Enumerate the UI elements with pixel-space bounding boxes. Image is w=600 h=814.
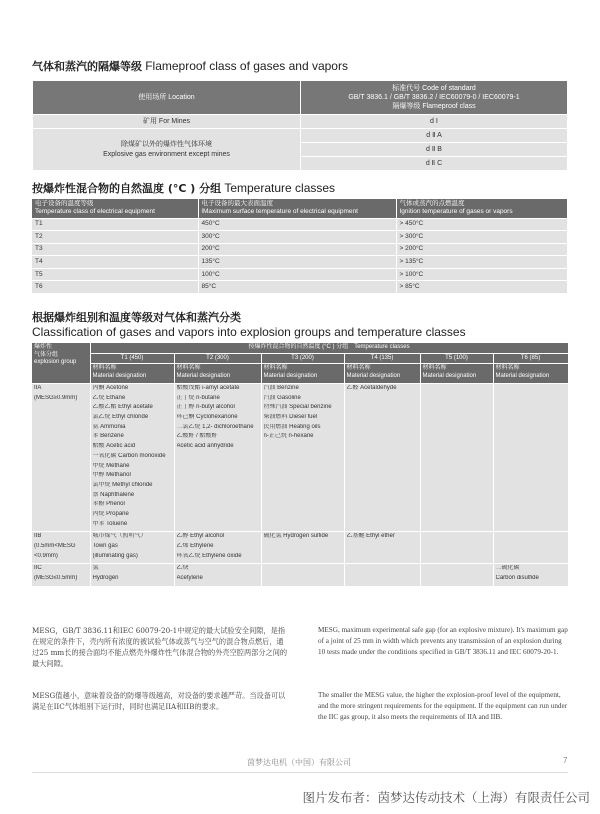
material-item: 乙基醚 Ethyl ether xyxy=(346,533,395,540)
section1-title xyxy=(32,58,348,74)
material-header-row xyxy=(32,364,568,384)
material-item: 正丁烷 n-butane xyxy=(176,394,220,401)
class-iic: d Ⅱ C xyxy=(301,157,568,171)
note-en-2: The smaller the MESG value, the higher the explosion-proof level of the equipment, and the more stringent requirements for the equipment. If the equipment can run under the IIC gas group, it also meets the requirements of IIA and IIB. xyxy=(318,691,568,722)
col-t4: T4 (135) xyxy=(344,353,420,364)
group-label: IIC (MESG≤0.5mm) xyxy=(32,564,90,586)
material-item: 民用燃油 Heating oils xyxy=(263,423,321,430)
explosion-group-header: 爆炸性 气体分组 explosion group xyxy=(32,343,90,384)
material-item: 乙烯 Ethylene xyxy=(176,543,214,549)
material-item: n-正己烷 n-hexane xyxy=(263,433,314,440)
class-iia: d Ⅱ A xyxy=(301,129,568,143)
publisher-credit: 图片发布者：茵梦达传动技术（上海）有限责任公司 xyxy=(302,790,590,805)
class-iib: d Ⅱ B xyxy=(301,143,568,157)
material-item: 甲醇 Methanol xyxy=(92,472,131,479)
standard-header: 标准代号 Code of standard GB/T 3836.1 / GB/T 3836.2 / IEC60079-0 / IEC60079-1 隔爆等级 Flameproof class xyxy=(301,81,568,115)
material-cell xyxy=(90,564,174,586)
material-item: Town gas xyxy=(92,543,118,549)
material-item: 甲烷 Methane xyxy=(92,462,130,469)
group-row-iia xyxy=(32,384,568,532)
max-surface-temp-header: 电子设备的最大表面温度 lMaximum surface temperature of electrical equipment xyxy=(198,199,396,218)
temperature-classes-header: 按爆炸性混合物的自然温度 (°C ) 分组 Temperature classes xyxy=(90,343,568,353)
material-cell xyxy=(493,532,568,564)
material-item: 氯甲烷 Methyl chloride xyxy=(92,481,153,488)
material-item: 柴油燃料 Diesel fuel xyxy=(263,414,318,421)
material-designation-header: 材料名称 Material designation xyxy=(493,364,568,384)
explosive-env-label: 除煤矿以外的爆炸性气体环境 Explosive gas environment except mines xyxy=(33,129,301,171)
note-en-1: MESG, maximum experimental safe gap (for an explosive mixture). It's maximum gap of a joint of 25 mm in width which prevents any transmission of an explosion during 10 tests made under the conditions specified in GB/T 3836.11 and IEC 60079-20-1. xyxy=(318,626,568,657)
material-cell xyxy=(174,532,261,564)
material-item: 乙烷 Ethane xyxy=(92,394,126,401)
temperature-class-table xyxy=(32,199,568,294)
material-item: 醋酸 Acetic acid xyxy=(92,443,136,450)
flameproof-class-table xyxy=(32,80,568,171)
material-cell xyxy=(174,564,261,586)
material-item: 氯乙烷 Ethyl chloride xyxy=(92,414,149,421)
section2-title-en: Temperature classes xyxy=(224,181,336,195)
material-item: 二硫化碳 xyxy=(495,565,520,572)
material-cell xyxy=(344,384,420,532)
material-item: 氢 xyxy=(92,565,99,572)
classification-table xyxy=(32,343,569,587)
table-row: T6 85°C > 85°C xyxy=(32,281,568,294)
col-t6: T6 (85) xyxy=(493,353,568,364)
material-item: 汽油 Gasoline xyxy=(263,394,301,401)
material-cell xyxy=(344,532,420,564)
material-item: Acetylene xyxy=(176,575,203,582)
col-t1: T1 (450) xyxy=(90,353,174,364)
material-item: 乙醛 Acetaldehyde xyxy=(346,385,397,391)
material-item: 二氯乙烷 1,2- dichloroethane xyxy=(176,423,254,430)
section3-title-zh: 根据爆炸组别和温度等级对气体和蒸汽分类 xyxy=(32,311,241,324)
material-designation-header: 材料名称 Material designation xyxy=(174,364,261,384)
material-item: 硫化氢 Hydrogen sulfide xyxy=(263,533,329,540)
material-item: 醋酸戊酯 i-amyl acetate xyxy=(176,385,240,391)
material-item: 城市煤气（照明气） xyxy=(92,533,147,540)
material-cell xyxy=(261,532,344,564)
material-item: 氨 Ammonia xyxy=(92,423,126,430)
material-item: Acetic acid anhydride xyxy=(176,443,234,450)
material-item: 正丁醇 n-butyl alcohol xyxy=(176,404,235,411)
group-label: IIA (MESG≥0.9mm) xyxy=(32,384,90,532)
location-header: 使用场所 Location xyxy=(33,81,301,115)
table-row: T3 200°C > 200°C xyxy=(32,243,568,256)
section1-title-zh: 气体和蒸汽的隔爆等级 xyxy=(32,60,142,73)
material-designation-header: 材料名称 Material designation xyxy=(344,364,420,384)
section2-title-zh: 按爆炸性混合物的自然温度 (°C ) 分组 xyxy=(32,182,222,195)
material-item: 环己酮 Cyclohexanone xyxy=(176,414,238,421)
section2-title xyxy=(32,180,335,196)
material-cell xyxy=(420,532,493,564)
section3-title xyxy=(32,311,466,340)
table-row: T5 100°C > 100°C xyxy=(32,268,568,281)
section1-title-en: Flameproof class of gases and vapors xyxy=(145,59,348,73)
material-item: 乙炔 xyxy=(176,565,189,572)
material-item: 萘 Naphthalene xyxy=(92,491,135,498)
material-item: 丙烷 Propane xyxy=(92,510,129,517)
material-designation-header: 材料名称 Material designation xyxy=(90,364,174,384)
footer-company: 茵梦达电机（中国）有限公司 xyxy=(247,758,351,767)
table-row: T2 300°C > 300°C xyxy=(32,231,568,244)
material-cell xyxy=(174,384,261,532)
table-row: T4 135°C > 135°C xyxy=(32,256,568,269)
mines-label: 矿用 For Mines xyxy=(33,115,301,129)
material-item: 环氧乙烷 Ethylene oxide xyxy=(176,552,242,559)
material-cell xyxy=(261,564,344,586)
material-item: 乙醇 Ethyl alcohol xyxy=(176,533,225,540)
ignition-temp-header: 气体或蒸汽的点燃温度 Ignition temperature of gases or vapors xyxy=(396,199,568,218)
material-item: 特殊汽油 Special benzine xyxy=(263,404,332,411)
material-designation-header: 材料名称 Material designation xyxy=(261,364,344,384)
material-designation-header: 材料名称 Material designation xyxy=(420,364,493,384)
footer-divider xyxy=(32,772,568,773)
material-cell xyxy=(493,564,568,586)
material-cell xyxy=(90,384,174,532)
material-item: Hydrogen xyxy=(92,575,119,582)
material-item: 一氧化碳 Carbon monoxide xyxy=(92,452,166,459)
material-cell xyxy=(493,384,568,532)
material-item: 苯酚 Phenol xyxy=(92,501,125,508)
table-row: T1 450°C > 450°C xyxy=(32,218,568,231)
material-cell xyxy=(261,384,344,532)
temp-class-header: 电子设备的温度等级 Temperature class of electrical equipment xyxy=(32,199,198,218)
col-t5: T5 (100) xyxy=(420,353,493,364)
material-item: (illuminating gas) xyxy=(92,552,138,559)
page-number: 7 xyxy=(563,756,568,765)
section3-title-en: Classification of gases and vapors into explosion groups and temperature classes xyxy=(32,324,466,339)
material-cell xyxy=(90,532,174,564)
material-item: 苯 Benzene xyxy=(92,433,124,440)
material-item: 甲苯 Toluene xyxy=(92,520,128,527)
col-t2: T2 (300) xyxy=(174,353,261,364)
note-zh-2: MESG值越小，意味着设备的防爆等级越高，对设备的要求越严苛。当设备可以满足在IIC气体组别下运行时，同时也满足IIA和IIB的要求。 xyxy=(32,691,286,712)
material-item: Carbon disulfide xyxy=(495,575,539,582)
material-cell xyxy=(344,564,420,586)
group-row-iib xyxy=(32,532,568,564)
group-row-iic xyxy=(32,564,568,586)
material-cell xyxy=(420,384,493,532)
material-item: 乙酸酐 / 醋酸酐 xyxy=(176,433,218,440)
group-label: IIB (0.5mm<MESG <0.9mm) xyxy=(32,532,90,564)
material-item: 汽油 Benzine xyxy=(263,385,299,391)
material-cell xyxy=(420,564,493,586)
col-t3: T3 (200) xyxy=(261,353,344,364)
material-item: 丙酮 Acetone xyxy=(92,385,129,391)
material-item: 乙酸乙酯 Ethyl acetate xyxy=(92,404,153,411)
note-zh-1: MESG，GB/T 3836.11和IEC 60079-20-1中规定的最大试验安全间隙，是指在规定的条件下，壳内所有浓度的被试验气体或蒸气与空气的混合物点燃后，通过25 mm长的接合面均不能点燃壳外爆炸性气体混合物的外壳空腔两部分之间的最大间隙。 xyxy=(32,626,288,669)
mines-class: d Ⅰ xyxy=(301,115,568,129)
